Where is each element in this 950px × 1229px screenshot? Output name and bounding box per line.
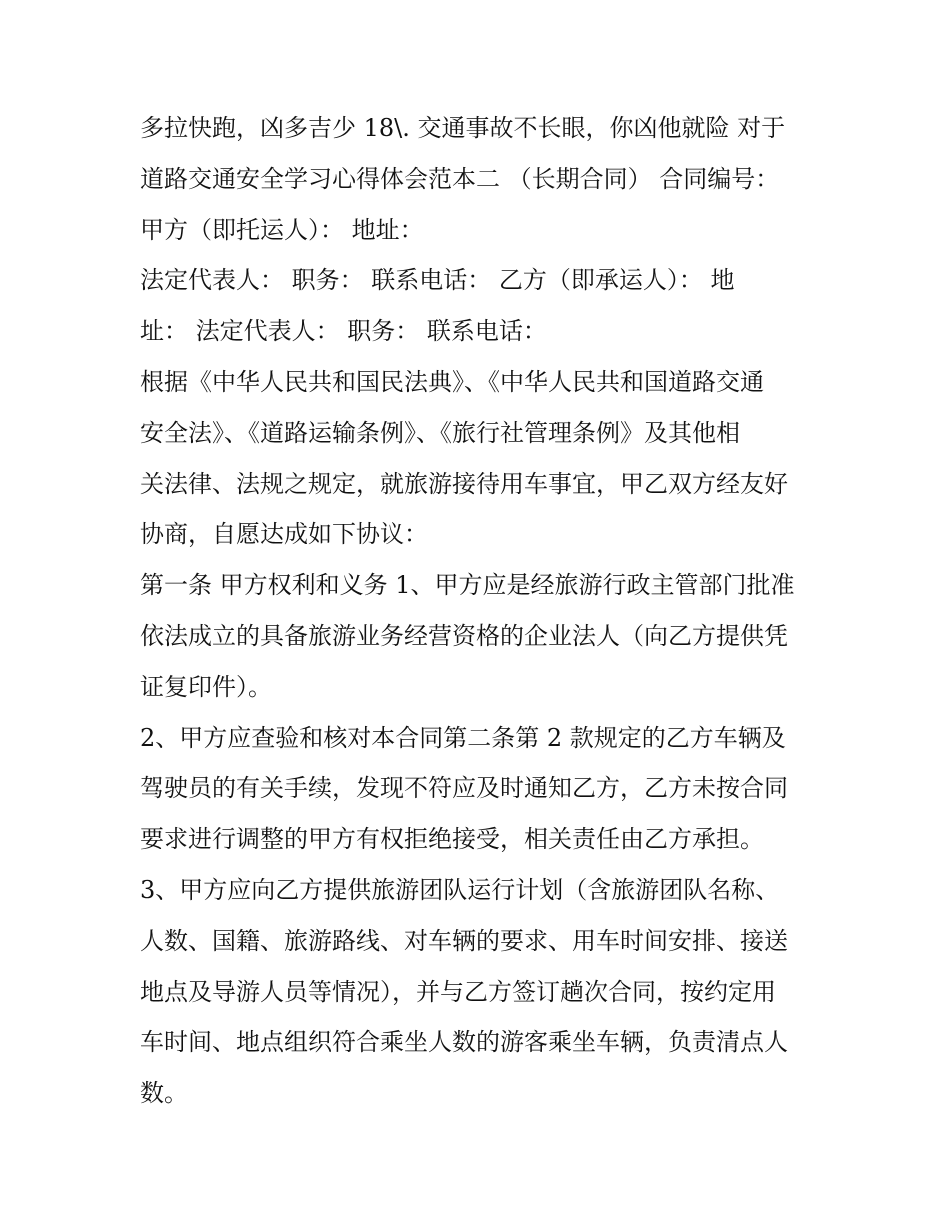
text-line: 多拉快跑，凶多吉少 18\. 交通事故不长眼，你凶他就险 对于 [140, 114, 786, 142]
text-line: 址： 法定代表人： 职务： 联系电话： [140, 317, 547, 346]
text-line: 人数、国籍、旅游路线、对车辆的要求、用车时间安排、接送 [140, 926, 788, 955]
text-line: 根据《中华人民共和国民法典》、《中华人民共和国道路交通 [140, 367, 764, 396]
text-line: 数。 [140, 1079, 188, 1108]
text-line: 证复印件）。 [140, 672, 272, 701]
text-line: 道路交通安全学习心得体会范本二 （长期合同） 合同编号： [140, 164, 780, 193]
text-line: 车时间、地点组织符合乘坐人数的游客乘坐车辆，负责清点人 [140, 1028, 788, 1057]
text-line: 地点及导游人员等情况），并与乙方签订趟次合同，按约定用 [140, 977, 776, 1006]
text-line: 法定代表人： 职务： 联系电话： 乙方（即承运人）： 地 [140, 266, 735, 295]
text-line: 3、甲方应向乙方提供旅游团队运行计划（含旅游团队名称、 [140, 875, 780, 904]
text-line: 甲方（即托运人）： 地址： [140, 215, 424, 244]
text-line: 安全法》、《道路运输条例》、《旅行社管理条例》及其他相 [140, 418, 740, 447]
text-line: 协商，自愿达成如下协议： [140, 520, 428, 549]
text-line: 关法律、法规之规定，就旅游接待用车事宜，甲乙双方经友好 [140, 469, 788, 498]
text-line: 要求进行调整的甲方有权拒绝接受，相关责任由乙方承担。 [140, 825, 764, 854]
text-line: 第一条 甲方权利和义务 1、甲方应是经旅游行政主管部门批准 [140, 571, 795, 600]
document-body [140, 103, 820, 1119]
text-line: 驾驶员的有关手续，发现不符应及时通知乙方，乙方未按合同 [140, 774, 788, 803]
text-line: 2、甲方应查验和核对本合同第二条第 2 款规定的乙方车辆及 [140, 723, 786, 752]
text-line: 依法成立的具备旅游业务经营资格的企业法人（向乙方提供凭 [140, 621, 788, 650]
